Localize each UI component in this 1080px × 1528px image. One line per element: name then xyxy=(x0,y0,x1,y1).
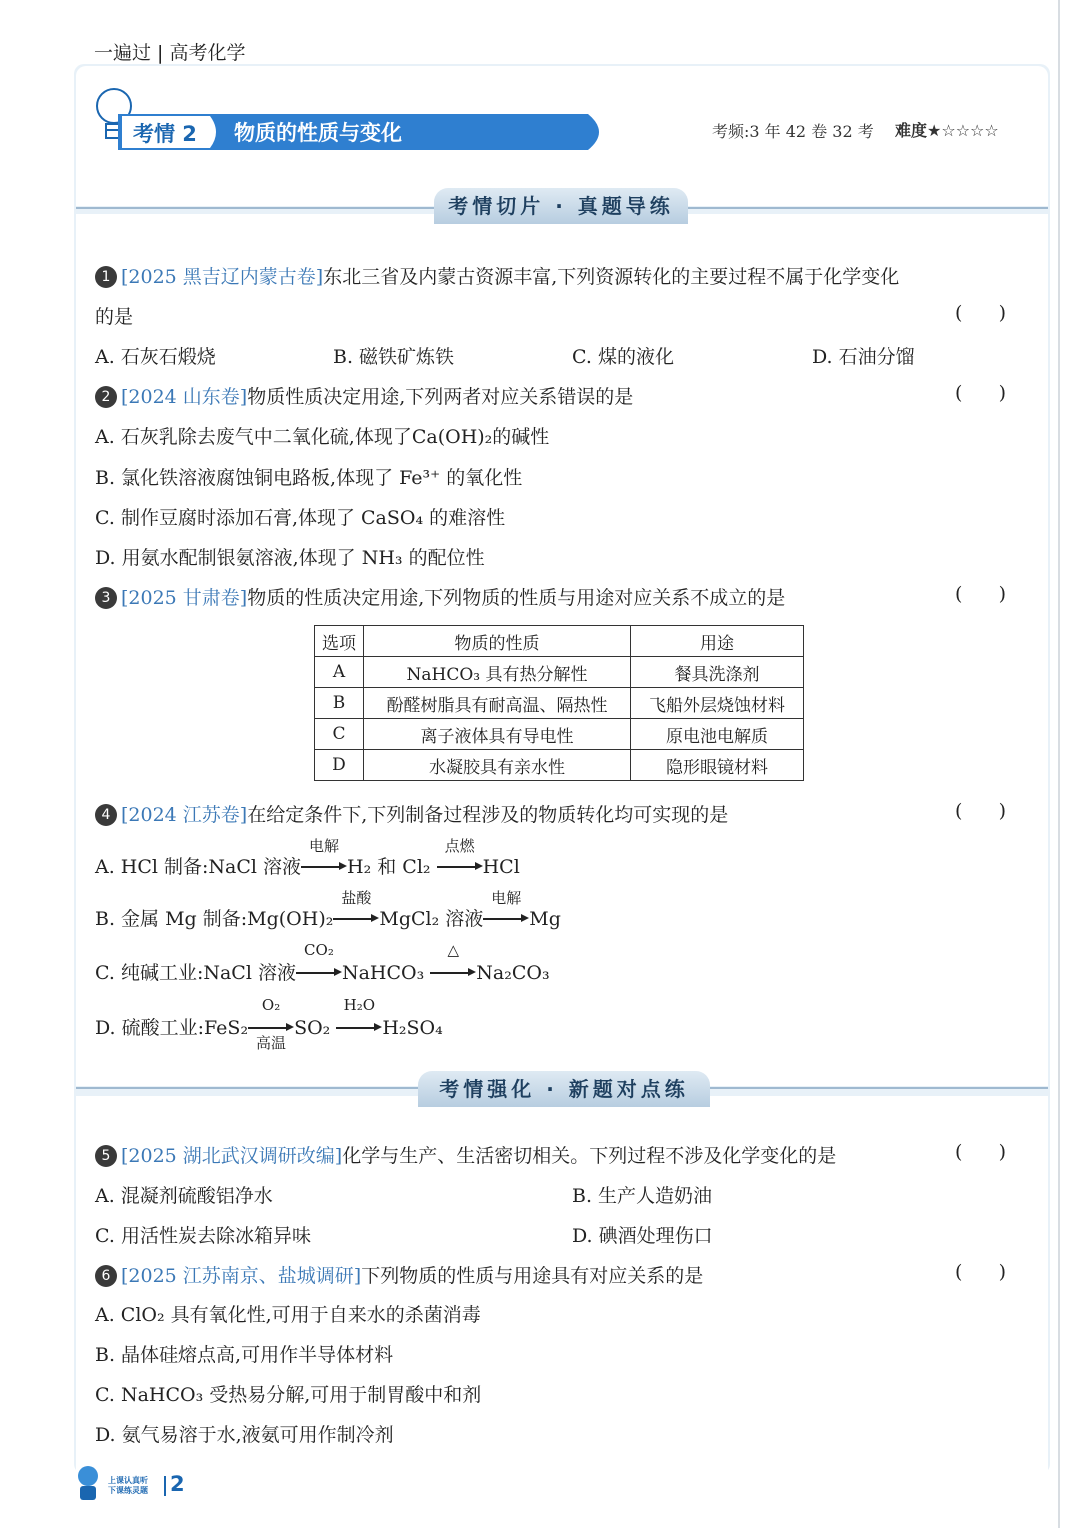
reaction-arrow: △ xyxy=(430,961,476,981)
mascot-icon xyxy=(72,1464,104,1504)
table-cell: 水凝胶具有亲水性 xyxy=(364,750,631,781)
option-a: A. HCl 制备:NaCl 溶液 电解 H₂ 和 Cl₂ 点燃 HCl xyxy=(95,837,520,878)
table-header-row xyxy=(315,626,804,657)
table-row xyxy=(315,688,804,719)
option-d: D. 硫酸工业:FeS₂ O₂ 高温 SO₂ H₂O H₂SO₄ xyxy=(95,996,443,1052)
answer-blank[interactable]: ( ) xyxy=(955,302,1007,324)
reaction-arrow: H₂O xyxy=(336,1016,382,1036)
option-a: A. 石灰石煅烧 xyxy=(95,346,216,368)
table-cell: A xyxy=(315,657,364,688)
option-b: B. 晶体硅熔点高,可用作半导体材料 xyxy=(95,1344,394,1366)
reaction-arrow: CO₂ xyxy=(296,961,342,981)
running-head: 一遍过 | 高考化学 xyxy=(94,42,246,64)
exam-frequency: 考频:3 年 42 卷 32 考 xyxy=(712,122,874,141)
reaction-arrow: 盐酸 xyxy=(333,907,379,927)
question-source: [2024 山东卷] xyxy=(121,386,248,408)
option-c: C. 用活性炭去除冰箱异味 xyxy=(95,1225,311,1247)
table-header: 物质的性质 xyxy=(364,626,631,657)
table-cell: C xyxy=(315,719,364,750)
question-source: [2025 甘肃卷] xyxy=(121,587,248,609)
section-tab-new: 考情强化 · 新题对点练 xyxy=(418,1071,710,1107)
reaction-arrow: O₂ 高温 xyxy=(248,1016,294,1036)
reaction-arrow: 电解 xyxy=(301,855,347,875)
footer-divider xyxy=(164,1476,166,1496)
table-cell: 隐形眼镜材料 xyxy=(631,750,804,781)
question-1-stem-cont: 的是 xyxy=(95,306,134,328)
option-c: C. NaHCO₃ 受热易分解,可用于制胃酸中和剂 xyxy=(95,1384,482,1406)
question-3-stem: 3 [2025 甘肃卷]物质的性质决定用途,下列物质的性质与用途对应关系不成立的是 xyxy=(95,583,785,610)
answer-blank[interactable]: ( ) xyxy=(955,1141,1007,1163)
page-number: 2 xyxy=(170,1472,185,1496)
option-c: C. 煤的液化 xyxy=(572,346,674,368)
topic-badge: 考情 2 xyxy=(133,122,197,146)
answer-blank[interactable]: ( ) xyxy=(955,1261,1007,1283)
question-source: [2024 江苏卷] xyxy=(121,804,248,826)
option-c: C. 制作豆腐时添加石膏,体现了 CaSO₄ 的难溶性 xyxy=(95,507,506,529)
table-row xyxy=(315,719,804,750)
table-cell: NaHCO₃ 具有热分解性 xyxy=(364,657,631,688)
question-source: [2025 湖北武汉调研改编] xyxy=(121,1145,343,1167)
binding-line xyxy=(1058,0,1060,1528)
option-d: D. 用氨水配制银氨溶液,体现了 NH₃ 的配位性 xyxy=(95,547,485,569)
option-c: C. 纯碱工业:NaCl 溶液 CO₂ NaHCO₃ △ Na₂CO₃ xyxy=(95,941,550,984)
difficulty-stars: ★☆☆☆☆ xyxy=(927,121,999,140)
question-source: [2025 江苏南京、盐城调研] xyxy=(121,1265,362,1287)
table-cell: B xyxy=(315,688,364,719)
table-row xyxy=(315,657,804,688)
question-1-stem: 1 [2025 黑吉辽内蒙古卷]东北三省及内蒙古资源丰富,下列资源转化的主要过程不属于化学变化 xyxy=(95,262,899,289)
topic-title: 物质的性质与变化 xyxy=(234,121,402,145)
footer-slogan: 上课认真听 下课练灵题 xyxy=(108,1476,148,1495)
question-2-stem: 2 [2024 山东卷]物质性质决定用途,下列两者对应关系错误的是 xyxy=(95,382,633,409)
option-b: B. 氯化铁溶液腐蚀铜电路板,体现了 Fe³⁺ 的氧化性 xyxy=(95,467,523,489)
reaction-arrow: 电解 xyxy=(483,907,529,927)
table-cell: D xyxy=(315,750,364,781)
option-b: B. 磁铁矿炼铁 xyxy=(333,346,455,368)
question-6-stem: 6 [2025 江苏南京、盐城调研]下列物质的性质与用途具有对应关系的是 xyxy=(95,1261,703,1288)
question-5-stem: 5 [2025 湖北武汉调研改编]化学与生产、生活密切相关。下列过程不涉及化学变化的是 xyxy=(95,1141,836,1168)
question-source: [2025 黑吉辽内蒙古卷] xyxy=(121,266,324,288)
option-b: B. 金属 Mg 制备:Mg(OH)₂ 盐酸 MgCl₂ 溶液 电解 Mg xyxy=(95,889,561,930)
table-header: 用途 xyxy=(631,626,804,657)
answer-blank[interactable]: ( ) xyxy=(955,382,1007,404)
option-b: B. 生产人造奶油 xyxy=(572,1185,713,1207)
table-header: 选项 xyxy=(315,626,364,657)
table-cell: 离子液体具有导电性 xyxy=(364,719,631,750)
table-cell: 飞船外层烧蚀材料 xyxy=(631,688,804,719)
table-cell: 酚醛树脂具有耐高温、隔热性 xyxy=(364,688,631,719)
options-table xyxy=(314,625,804,781)
answer-blank[interactable]: ( ) xyxy=(955,583,1007,605)
table-row xyxy=(315,750,804,781)
reaction-arrow: 点燃 xyxy=(437,855,483,875)
answer-blank[interactable]: ( ) xyxy=(955,800,1007,822)
option-a: A. 混凝剂硫酸铝净水 xyxy=(95,1185,273,1207)
section-tab-real: 考情切片 · 真题导练 xyxy=(434,188,688,224)
option-d: D. 碘酒处理伤口 xyxy=(572,1225,713,1247)
option-d: D. 石油分馏 xyxy=(812,346,915,368)
difficulty-rating xyxy=(895,118,999,141)
option-a: A. ClO₂ 具有氧化性,可用于自来水的杀菌消毒 xyxy=(95,1304,481,1326)
option-a: A. 石灰乳除去废气中二氧化硫,体现了Ca(OH)₂的碱性 xyxy=(95,426,550,448)
table-cell: 餐具洗涤剂 xyxy=(631,657,804,688)
question-4-stem: 4 [2024 江苏卷]在给定条件下,下列制备过程涉及的物质转化均可实现的是 xyxy=(95,800,728,827)
difficulty-label: 难度 xyxy=(895,121,928,140)
table-cell: 原电池电解质 xyxy=(631,719,804,750)
option-d: D. 氨气易溶于水,液氨可用作制冷剂 xyxy=(95,1424,394,1446)
